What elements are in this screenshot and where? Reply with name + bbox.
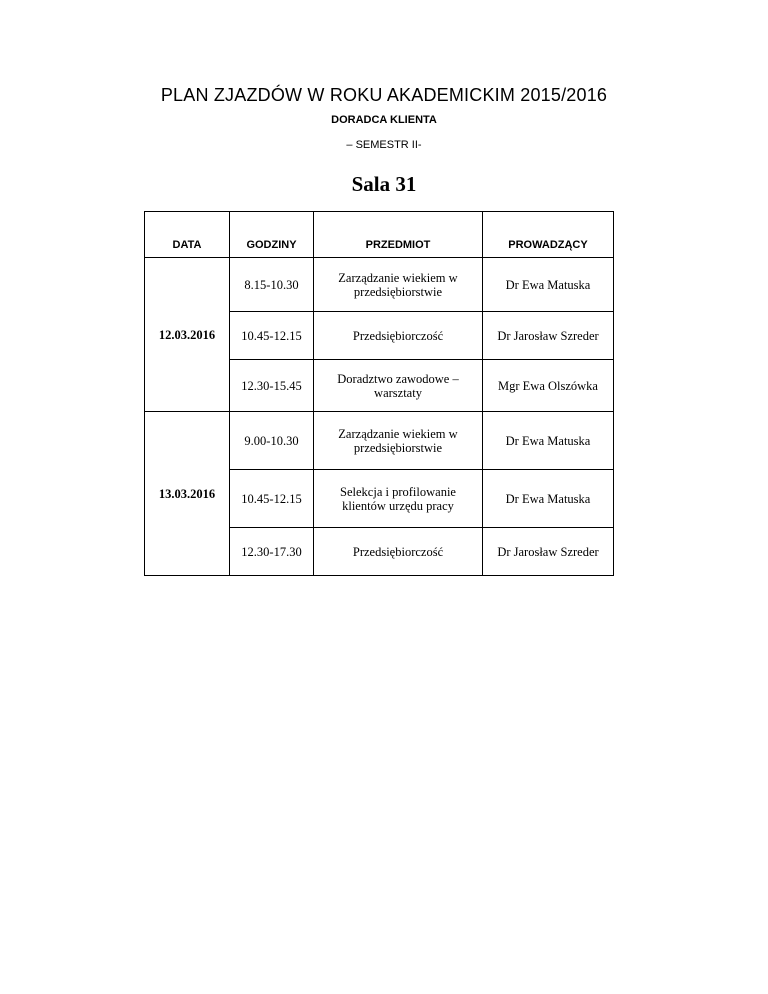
table-row bbox=[145, 412, 614, 470]
hours-cell: 10.45-12.15 bbox=[230, 470, 314, 528]
subject-cell: Zarządzanie wiekiem w przedsiębiorstwie bbox=[314, 258, 483, 312]
column-header-teacher: PROWADZĄCY bbox=[483, 212, 614, 258]
page-subtitle: DORADCA KLIENTA bbox=[331, 114, 437, 126]
date-cell: 13.03.2016 bbox=[145, 412, 230, 576]
subject-cell: Przedsiębiorczość bbox=[314, 528, 483, 576]
page-title: PLAN ZJAZDÓW W ROKU AKADEMICKIM 2015/2016 bbox=[160, 85, 608, 105]
date-cell: 12.03.2016 bbox=[145, 258, 230, 412]
column-header-subject: PRZEDMIOT bbox=[314, 212, 483, 258]
teacher-cell: Dr Ewa Matuska bbox=[483, 412, 614, 470]
column-header-date: DATA bbox=[145, 212, 230, 258]
semester-label: – SEMESTR II- bbox=[346, 139, 422, 151]
hours-cell: 8.15-10.30 bbox=[230, 258, 314, 312]
teacher-cell: Dr Jarosław Szreder bbox=[483, 528, 614, 576]
hours-cell: 12.30-15.45 bbox=[230, 360, 314, 412]
teacher-cell: Dr Ewa Matuska bbox=[483, 258, 614, 312]
subject-cell: Zarządzanie wiekiem w przedsiębiorstwie bbox=[314, 412, 483, 470]
hours-cell: 12.30-17.30 bbox=[230, 528, 314, 576]
schedule-table bbox=[144, 211, 614, 576]
teacher-cell: Dr Jarosław Szreder bbox=[483, 312, 614, 360]
column-header-hours: GODZINY bbox=[230, 212, 314, 258]
subject-cell: Selekcja i profilowanie klientów urzędu pracy bbox=[314, 470, 483, 528]
table-row bbox=[145, 258, 614, 312]
room-heading: Sala 31 bbox=[351, 172, 417, 196]
table-header-row bbox=[145, 212, 614, 258]
hours-cell: 9.00-10.30 bbox=[230, 412, 314, 470]
subject-cell: Przedsiębiorczość bbox=[314, 312, 483, 360]
subject-cell: Doradztwo zawodowe – warsztaty bbox=[314, 360, 483, 412]
hours-cell: 10.45-12.15 bbox=[230, 312, 314, 360]
teacher-cell: Mgr Ewa Olszówka bbox=[483, 360, 614, 412]
teacher-cell: Dr Ewa Matuska bbox=[483, 470, 614, 528]
